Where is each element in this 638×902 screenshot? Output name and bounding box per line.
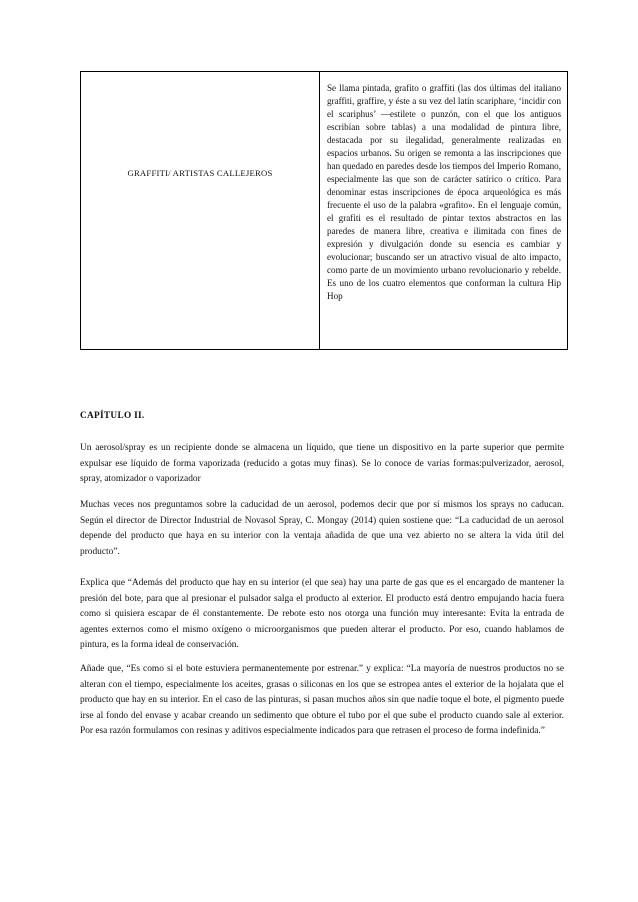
term-cell bbox=[81, 72, 319, 349]
paragraph: Añade que, “Es como si el bote estuviera permanentemente por estrenar.” y explica: “La mayoría de nuestros productos no se alteran con el tiempo, especialmente los aceites, grasas o siliconas en los que se estropea antes el exterior de la hojalata que el producto que hay en su interior. En el caso de las pinturas, si pasan muchos años sin que nadie toque el bote, el pigmento puede irse al fondo del envase y acabar creando un sedimento que obture el tubo por el que sube el producto cuando sale al exterior. Por esa razón formulamos con resinas y aditivos especialmente indicados para que retrasen el proceso de forma indefinida.” bbox=[80, 664, 564, 736]
column-divider bbox=[319, 72, 320, 349]
paragraph: Un aerosol/spray es un recipiente donde se almacena un líquido, que tiene un dispositivo en la parte superior que permite expulsar ese líquido de forma vaporizada (reducido a gotas muy finas). Se lo conoce de varias formas:pulverizador, aerosol, spray, atomizador o vaporizador bbox=[80, 443, 564, 484]
definition-text: Se llama pintada, grafito o graffiti (las dos últimas del italiano graffiti, graffire, y éste a su vez del latín scariphare, ‘incidir con el scariphus’ —estilete o punzón, con el que los antiguos escribían sobre tablas) a una modalidad de pintura libre, destacada por su ilegalidad, generalmente realizadas en espacios urbanos. Su origen se remonta a las inscripciones que han quedado en paredes desde los tiempos del Imperio Romano, especialmente las que son de carácter satírico o crítico. Para denominar estas inscripciones de época arqueológica es más frecuente el uso de la palabra «grafito». En el lenguaje común, el grafiti es el resultado de pintar textos abstractos en las paredes de manera libre, creativa e ilimitada con fines de expresión y divulgación donde su esencia es cambiar y evolucionar; buscando ser un atractivo visual de alto impacto, como parte de un movimiento urbano revolucionario y rebelde. Es uno de los cuatro elementos que conforman la cultura Hip Hop bbox=[327, 83, 561, 301]
paragraph: Explica que “Además del producto que hay en su interior (el que sea) hay una parte de gas que es el encargado de mantener la presión del bote, para que al presionar el pulsador salga el producto al exterior. El producto está dentro empujando hacia fuera como si quisiera escapar de él constantemente. De rebote esto nos otorga una función muy interesante: Evita la entrada de agentes externos como el mismo oxígeno o microorganismos que pueden alterar el producto. Por eso, cuando hablamos de pintura, es la forma ideal de conservación. bbox=[80, 578, 564, 650]
chapter-heading: CAPÍTULO II. bbox=[80, 411, 145, 421]
definition-table bbox=[80, 71, 568, 350]
term-label: GRAFFITI/ ARTISTAS CALLEJEROS bbox=[127, 168, 273, 178]
paragraph: Muchas veces nos preguntamos sobre la caducidad de un aerosol, podemos decir que por sí mismos los sprays no caducan. Según el director de Director Industrial de Novasol Spray, C. Mongay (2014) quien sostiene que: “La caducidad de un aerosol depende del producto que haya en su interior con la ventaja añadida de que una vez abierto no se altera la vida útil del producto”. bbox=[80, 500, 564, 557]
